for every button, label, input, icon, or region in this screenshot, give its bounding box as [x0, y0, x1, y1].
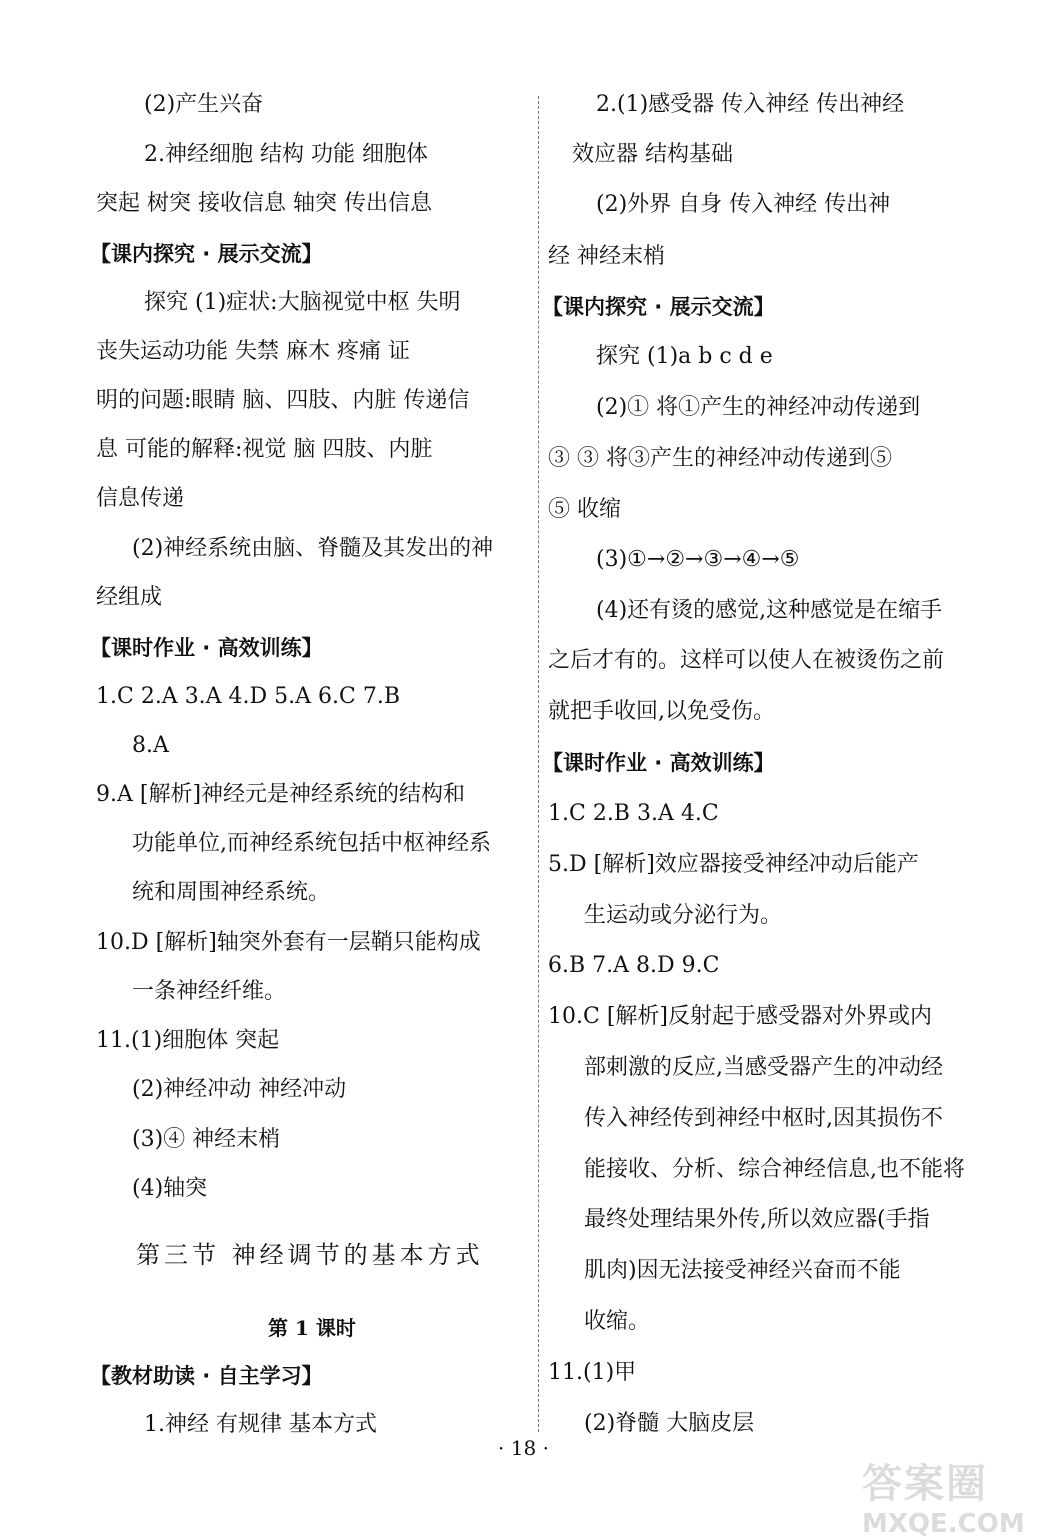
text-line: 之后才有的。这样可以使人在被烫伤之前 [548, 648, 945, 673]
section-heading: 【课内探究 · 展示交流】 [90, 242, 323, 266]
text-line: 肌肉)因无法接受神经兴奋而不能 [584, 1258, 901, 1283]
text-line: (2)外界 自身 传入神经 传出神 [596, 192, 891, 217]
text-line: 10.D [解析]轴突外套有一层鞘只能构成 [96, 930, 481, 955]
text-line: (3)④ 神经末梢 [132, 1127, 281, 1152]
chapter-title: 第三节 神经调节的基本方式 [136, 1241, 484, 1269]
text-line: 10.C [解析]反射起于感受器对外界或内 [548, 1004, 932, 1029]
text-line: (4)还有烫的感觉,这种感觉是在缩手 [596, 598, 943, 623]
text-line: 1.C 2.B 3.A 4.C [548, 801, 719, 826]
watermark-url: MXQE.COM [862, 1509, 1025, 1539]
text-line: 9.A [解析]神经元是神经系统的结构和 [96, 782, 466, 807]
text-line: 功能单位,而神经系统包括中枢神经系 [132, 831, 491, 856]
watermark-logo [862, 1452, 1038, 1539]
text-line: 统和周围神经系统。 [132, 880, 331, 905]
text-line: (2)① 将①产生的神经冲动传递到 [596, 395, 921, 420]
text-line: 能接收、分析、综合神经信息,也不能将 [584, 1157, 965, 1182]
text-line: 收缩。 [584, 1309, 651, 1334]
text-line: 6.B 7.A 8.D 9.C [548, 953, 720, 978]
text-line: 突起 树突 接收信息 轴突 传出信息 [96, 191, 432, 216]
text-line: 明的问题:眼睛 脑、四肢、内脏 传递信 [96, 388, 470, 413]
text-line: 5.D [解析]效应器接受神经冲动后能产 [548, 852, 919, 877]
text-line: 11.(1)细胞体 突起 [96, 1028, 280, 1053]
text-line: 就把手收回,以免受伤。 [548, 699, 775, 724]
section-heading: 【课内探究 · 展示交流】 [542, 295, 775, 319]
lesson-subtitle: 第 1 课时 [268, 1316, 356, 1340]
text-line: 信息传递 [96, 486, 185, 511]
text-line: 经组成 [96, 585, 163, 610]
text-line: 11.(1)甲 [548, 1360, 637, 1385]
text-line: 1.C 2.A 3.A 4.D 5.A 6.C 7.B [96, 684, 401, 709]
text-line: 息 可能的解释:视觉 脑 四肢、内脏 [96, 437, 433, 462]
text-line: 部刺激的反应,当感受器产生的冲动经 [584, 1055, 943, 1080]
text-line: 探究 (1)a b c d e [596, 344, 773, 369]
text-line: 传入神经传到神经中枢时,因其损伤不 [584, 1106, 943, 1131]
text-line: 8.A [132, 733, 169, 758]
text-line: 效应器 结构基础 [572, 142, 733, 167]
text-line: 丧失运动功能 失禁 麻木 疼痛 证 [96, 339, 410, 364]
text-line: ⑤ 收缩 [548, 497, 621, 522]
text-line: (2)脊髓 大脑皮层 [584, 1411, 755, 1436]
text-line: 2.(1)感受器 传入神经 传出神经 [596, 92, 905, 117]
text-line: 生运动或分泌行为。 [584, 903, 783, 928]
text-line: 探究 (1)症状:大脑视觉中枢 失明 [144, 290, 461, 315]
section-heading: 【教材助读 · 自主学习】 [90, 1364, 323, 1388]
section-heading: 【课时作业 · 高效训练】 [90, 636, 323, 660]
text-line: 2.神经细胞 结构 功能 细胞体 [144, 142, 428, 167]
text-line: 最终处理结果外传,所以效应器(手指 [584, 1207, 930, 1232]
text-line: (3)①→②→③→④→⑤ [596, 547, 800, 572]
column-divider [538, 96, 539, 1432]
text-line: (2)产生兴奋 [144, 92, 264, 117]
text-line: 一条神经纤维。 [132, 979, 287, 1004]
watermark-text: 答案圈 [862, 1461, 988, 1507]
text-line: 1.神经 有规律 基本方式 [144, 1412, 377, 1437]
section-heading: 【课时作业 · 高效训练】 [542, 751, 775, 775]
text-line: (4)轴突 [132, 1176, 208, 1201]
text-line: ③ ③ 将③产生的神经冲动传递到⑤ [548, 446, 892, 471]
text-line: (2)神经冲动 神经冲动 [132, 1077, 347, 1102]
text-line: 经 神经末梢 [548, 244, 665, 269]
text-line: (2)神经系统由脑、脊髓及其发出的神 [132, 536, 494, 561]
page-number: · 18 · [498, 1436, 549, 1460]
